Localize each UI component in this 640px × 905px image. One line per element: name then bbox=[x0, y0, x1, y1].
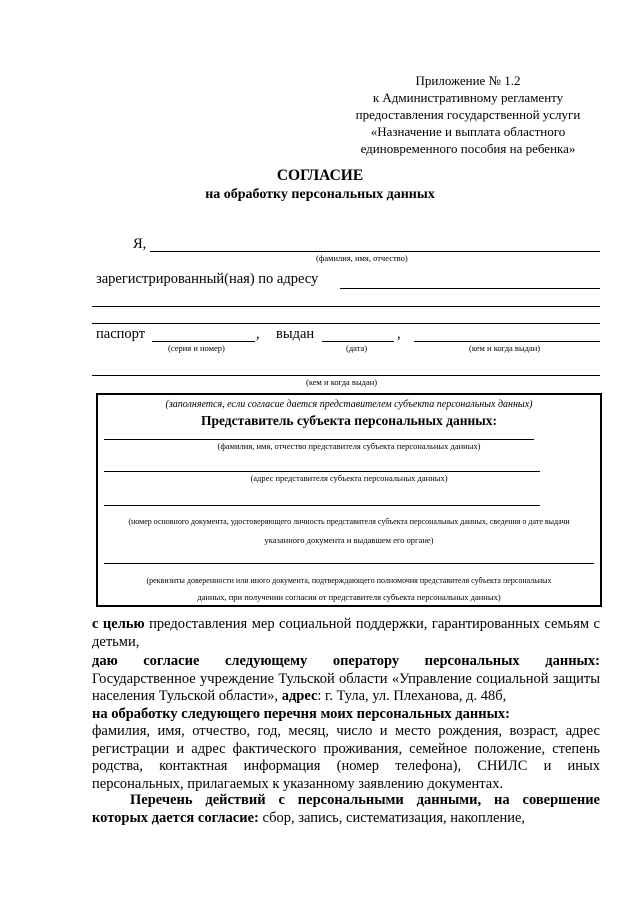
comma: , bbox=[397, 326, 401, 342]
ya-label: Я, bbox=[133, 236, 147, 252]
rep-proxy-field[interactable] bbox=[104, 563, 594, 564]
consent-word: данных: bbox=[545, 653, 600, 669]
issued-by-field-2[interactable] bbox=[92, 375, 600, 376]
list-heading: на обработку следующего перечня моих персональных данных: bbox=[92, 705, 510, 722]
address-label-bold: адрес bbox=[281, 688, 318, 704]
fio-field[interactable] bbox=[150, 251, 600, 252]
consent-word: оператору bbox=[332, 653, 400, 669]
operator-address: : г. Тула, ул. Плеханова, д. 48б, bbox=[317, 688, 507, 704]
address-field-3[interactable] bbox=[92, 323, 600, 324]
actions-paragraph bbox=[92, 792, 600, 827]
purpose-text: предоставления мер социальной поддержки, гарантированных семьям с детьми, bbox=[92, 616, 600, 650]
issue-date-field[interactable] bbox=[322, 341, 394, 342]
date-caption: (дата) bbox=[346, 343, 368, 353]
consent-word: даю bbox=[92, 653, 118, 669]
issued-by-field[interactable] bbox=[414, 341, 600, 342]
operator-text: Государственное учреждение Тульской области «Управление социальной защиты населения Тульской области», bbox=[92, 670, 600, 704]
representative-box bbox=[96, 393, 602, 607]
header-line: «Назначение и выплата областного bbox=[370, 124, 566, 139]
actions-heading: Перечень действий с персональными данными, на совершение которых дается согласие: bbox=[92, 792, 600, 826]
rep-proxy-caption: (реквизиты доверенности или иного документа, подтверждающего полномочия представителя субъекта персональных bbox=[146, 576, 552, 585]
address-field-1[interactable] bbox=[340, 288, 600, 289]
operator-paragraph bbox=[92, 653, 600, 793]
address-label: зарегистрированный(ная) по адресу bbox=[96, 271, 319, 287]
representative-heading: Представитель субъекта персональных данных: bbox=[200, 413, 498, 428]
passport-label: паспорт bbox=[96, 326, 146, 342]
purpose-paragraph bbox=[92, 616, 600, 651]
purpose-label: с целью bbox=[92, 616, 145, 632]
rep-proxy-caption: данных, при получении согласия от представителя субъекта персональных данных) bbox=[197, 592, 501, 602]
rep-document-field[interactable] bbox=[104, 505, 540, 506]
document-title: СОГЛАСИЕ bbox=[276, 167, 364, 184]
consent-word: персональных bbox=[424, 653, 520, 669]
by-whom-caption: (кем и когда выдан) bbox=[306, 377, 378, 387]
rep-document-caption: (номер основного документа, удостоверяющего личность представителя субъекта персональных данных, сведения о дате выдачи bbox=[128, 517, 570, 526]
header-line: предоставления государственной услуги bbox=[355, 107, 581, 122]
fio-caption: (фамилия, имя, отчество) bbox=[316, 253, 408, 263]
rep-address-caption: (адрес представителя субъекта персональных данных) bbox=[250, 473, 448, 483]
document-subtitle: на обработку персональных данных bbox=[205, 187, 435, 202]
issued-label: выдан bbox=[276, 326, 315, 342]
header-line: Приложение № 1.2 bbox=[415, 73, 521, 88]
list-text: фамилия, имя, отчество, год, месяц, число и место рождения, возраст, адрес регистрации и адрес фактического проживания, семейное положение, степень родства, контактная информация (номер телефона), СНИЛС и иных персональных, прилагаемых к указанному заявлению документах. bbox=[92, 723, 600, 792]
consent-word: следующему bbox=[224, 653, 308, 669]
comma: , bbox=[256, 326, 260, 342]
passport-number-field[interactable] bbox=[152, 341, 255, 342]
consent-line bbox=[92, 653, 600, 671]
rep-fio-caption: (фамилия, имя, отчество представителя субъекта персональных данных) bbox=[217, 441, 481, 451]
rep-document-caption: указанного документа и выдавшем его органе) bbox=[264, 535, 434, 545]
appendix-header bbox=[338, 72, 598, 157]
header-line: к Административному регламенту bbox=[372, 90, 564, 105]
address-field-2[interactable] bbox=[92, 306, 600, 307]
actions-text: сбор, запись, систематизация, накопление, bbox=[258, 809, 526, 826]
representative-note: (заполняется, если согласие дается представителем субъекта персональных данных) bbox=[165, 399, 533, 410]
consent-word: согласие bbox=[143, 653, 200, 669]
header-line: единовременного пособия на ребенка» bbox=[360, 141, 576, 156]
rep-address-field[interactable] bbox=[104, 471, 540, 472]
by-whom-caption: (кем и когда выдан) bbox=[469, 343, 541, 353]
rep-fio-field[interactable] bbox=[104, 439, 534, 440]
series-caption: (серия и номер) bbox=[168, 343, 225, 353]
